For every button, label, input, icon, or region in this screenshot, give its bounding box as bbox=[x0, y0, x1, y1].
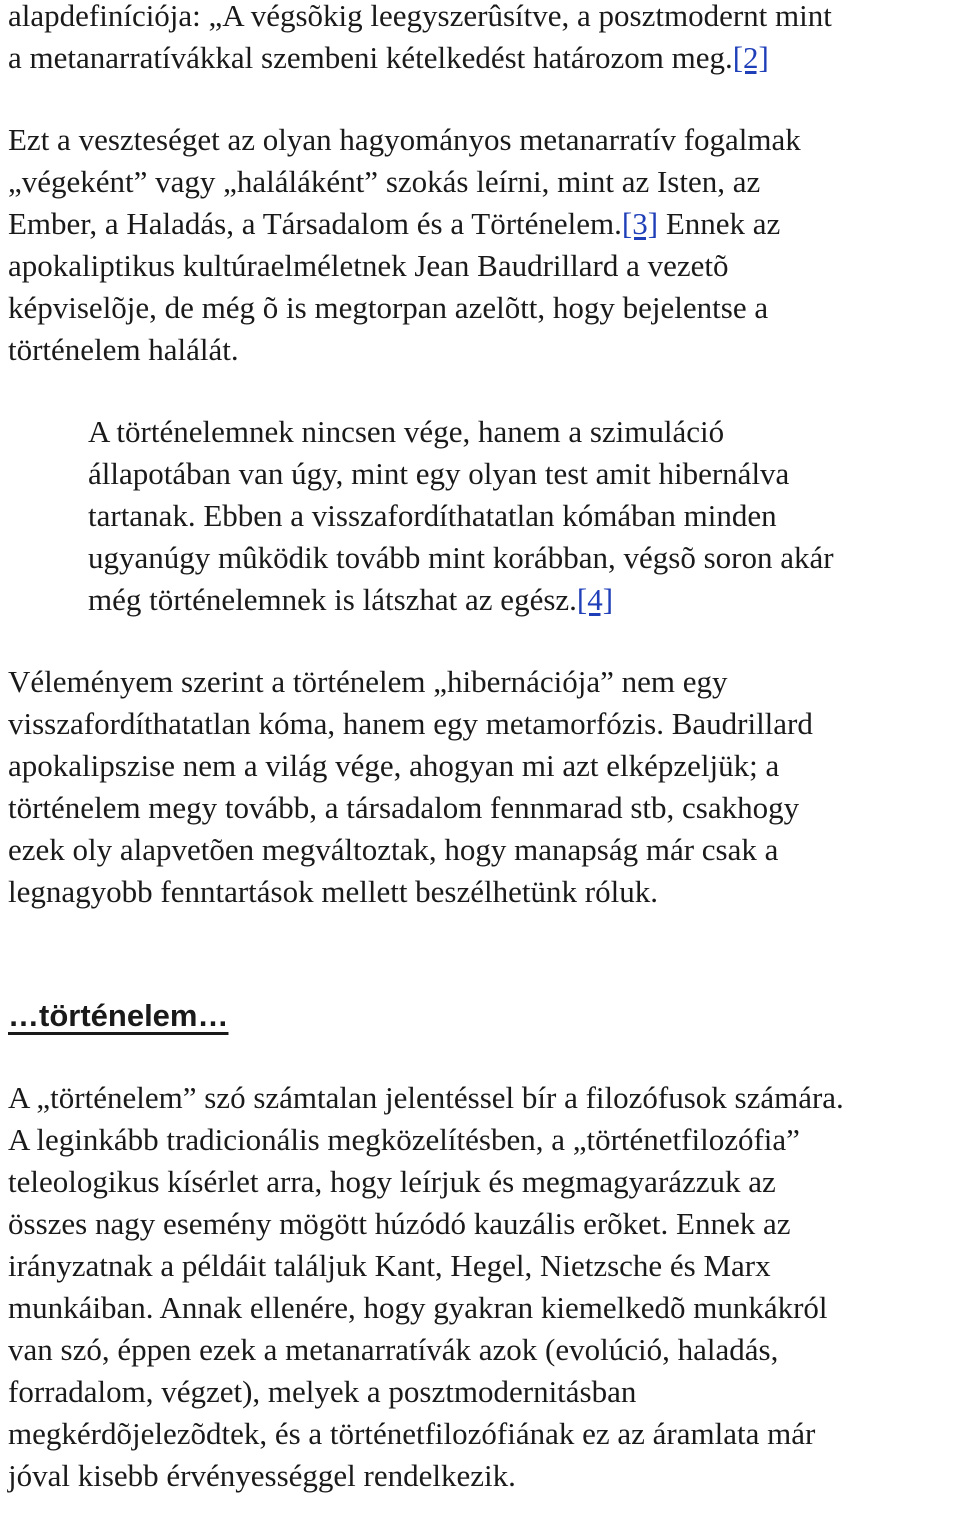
footnote-link-2[interactable]: [2] bbox=[732, 40, 769, 75]
paragraph-spacer bbox=[8, 371, 960, 411]
section-spacer bbox=[8, 1037, 960, 1077]
text-segment: Ember, a Haladás, a Társadalom és a Történelem. bbox=[8, 206, 622, 241]
text-line: Ezt a veszteséget az olyan hagyományos metanarratív fogalmak bbox=[8, 122, 801, 157]
text-line bbox=[8, 203, 960, 245]
text-line: Véleményem szerint a történelem „hibernációja” nem egy bbox=[8, 664, 728, 699]
section-heading-wrapper bbox=[8, 995, 960, 1037]
text-line: A leginkább tradicionális megközelítésben, a „történetfilozófia” bbox=[8, 1122, 800, 1157]
text-line: van szó, éppen ezek a metanarratívák azok (evolúció, haladás, bbox=[8, 1332, 779, 1367]
section-heading: …történelem… bbox=[8, 998, 229, 1033]
paragraph-metanarratives bbox=[8, 119, 960, 371]
paragraph-definition bbox=[8, 0, 960, 79]
text-line: irányzatnak a példáit találjuk Kant, Hegel, Nietzsche és Marx bbox=[8, 1248, 771, 1283]
section-spacer bbox=[8, 913, 960, 995]
text-line: „végeként” vagy „haláláként” szokás leírni, mint az Isten, az bbox=[8, 164, 761, 199]
text-segment: még történelemnek is látszhat az egész. bbox=[88, 582, 577, 617]
text-line: alapdefiníciója: „A végsõkig leegyszerûsítve, a posztmodernt mint bbox=[8, 0, 832, 33]
paragraph-opinion bbox=[8, 661, 960, 913]
text-line: teleologikus kísérlet arra, hogy leírjuk és megmagyarázzuk az bbox=[8, 1164, 776, 1199]
text-line: tartanak. Ebben a visszafordíthatatlan kómában minden bbox=[88, 498, 777, 533]
text-line: történelem megy tovább, a társadalom fennmarad stb, csakhogy bbox=[8, 790, 800, 825]
text-line: legnagyobb fenntartások mellett beszélhetünk róluk. bbox=[8, 874, 658, 909]
text-line bbox=[88, 579, 960, 621]
text-line: munkáiban. Annak ellenére, hogy gyakran kiemelkedõ munkákról bbox=[8, 1290, 828, 1325]
text-line bbox=[8, 37, 960, 79]
text-segment: a metanarratívákkal szembeni kételkedést határozom meg. bbox=[8, 40, 733, 75]
text-segment: Ennek az bbox=[658, 206, 781, 241]
document-page bbox=[8, 0, 960, 1497]
text-line: A történelemnek nincsen vége, hanem a szimuláció bbox=[88, 414, 725, 449]
text-line: forradalom, végzet), melyek a posztmodernitásban bbox=[8, 1374, 637, 1409]
paragraph-spacer bbox=[8, 621, 960, 661]
paragraph-spacer bbox=[8, 79, 960, 119]
footnote-link-4[interactable]: [4] bbox=[576, 582, 614, 617]
text-line: állapotában van úgy, mint egy olyan test amit hibernálva bbox=[88, 456, 790, 491]
text-line: megkérdõjelezõdtek, és a történetfilozófiának ez az áramlata már bbox=[8, 1416, 816, 1451]
text-line: visszafordíthatatlan kóma, hanem egy metamorfózis. Baudrillard bbox=[8, 706, 813, 741]
text-line: jóval kisebb érvényességgel rendelkezik. bbox=[8, 1458, 516, 1493]
text-line: apokalipszise nem a világ vége, ahogyan mi azt elképzeljük; a bbox=[8, 748, 780, 783]
text-line: történelem halálát. bbox=[8, 332, 239, 367]
block-quote bbox=[8, 411, 960, 621]
text-line: képviselõje, de még õ is megtorpan azelõtt, hogy bejelentse a bbox=[8, 290, 769, 325]
text-line: ezek oly alapvetõen megváltoztak, hogy manapság már csak a bbox=[8, 832, 779, 867]
text-line: apokaliptikus kultúraelméletnek Jean Baudrillard a vezetõ bbox=[8, 248, 729, 283]
text-line: összes nagy esemény mögött húzódó kauzális erõket. Ennek az bbox=[8, 1206, 791, 1241]
paragraph-history bbox=[8, 1077, 960, 1497]
text-line: ugyanúgy mûködik tovább mint korábban, végsõ soron akár bbox=[88, 540, 834, 575]
footnote-link-3[interactable]: [3] bbox=[621, 206, 659, 241]
text-line: A „történelem” szó számtalan jelentéssel bír a filozófusok számára. bbox=[8, 1080, 844, 1115]
